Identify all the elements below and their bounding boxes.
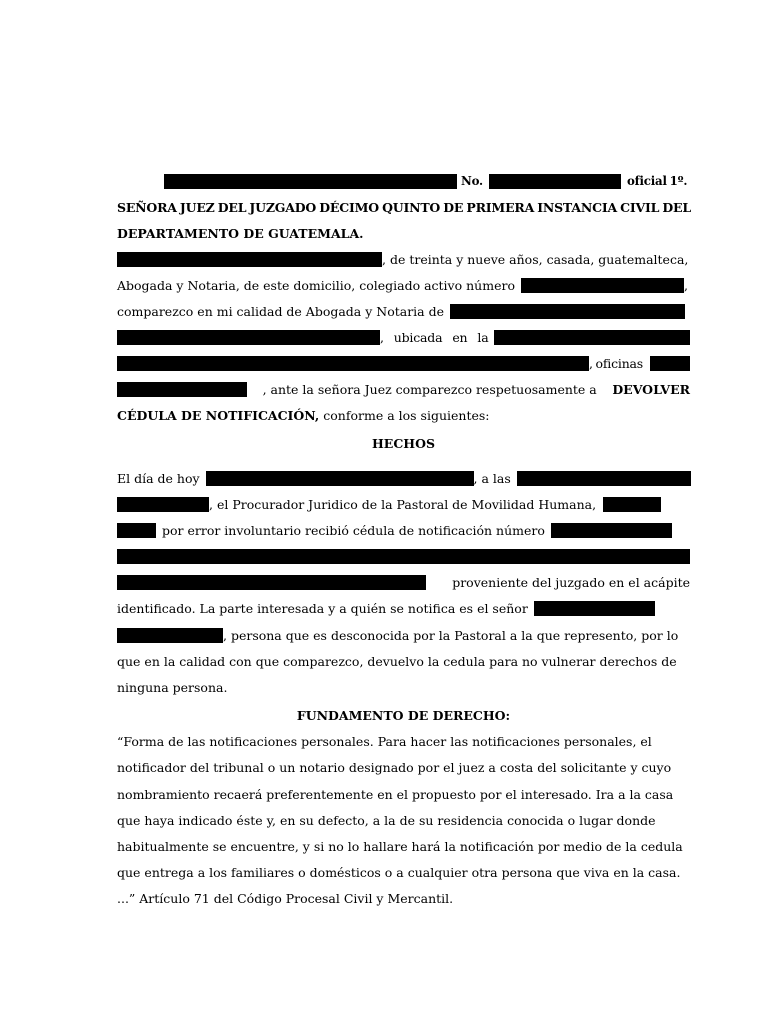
intro-line-3 (117, 301, 690, 321)
hechos-line-6 (117, 598, 690, 618)
addressee-line-2 (117, 223, 690, 243)
intro-line-6 (117, 379, 690, 399)
hechos-text: proveniente del juzgado en el acápite (452, 574, 690, 590)
intro-line-4 (117, 327, 690, 347)
hechos-line-7 (117, 625, 690, 645)
hechos-line-4 (117, 546, 690, 566)
redaction (650, 356, 690, 371)
addressee-text: SEÑORA JUEZ DEL JUZGADO DÉCIMO QUINTO DE PRIMERA INSTANCIA CIVIL DEL (117, 199, 691, 215)
fundamento-text: que entrega a los familiares o domésticos o a cualquier otra persona que viva en la casa. (117, 864, 681, 880)
intro-text: comparezco en mi calidad de Abogada y Notaria de (117, 303, 444, 319)
redaction (117, 356, 589, 371)
hechos-line-3 (117, 520, 690, 540)
redaction (603, 497, 661, 512)
intro-line-7 (117, 405, 690, 425)
intro-text: conforme a los siguientes: (323, 407, 490, 423)
intro-text: , de treinta y nueve años, casada, guatemalteca, (382, 251, 689, 267)
redaction (117, 382, 247, 397)
intro-line-1 (117, 249, 690, 269)
fundamento-text: ...” Artículo 71 del Código Procesal Civil y Mercantil. (117, 890, 454, 906)
devolver-text: DEVOLVER (612, 381, 690, 397)
hechos-text: identificado. La parte interesada y a quién se notifica es el señor (117, 600, 528, 616)
fundamento-line-4 (117, 810, 690, 830)
intro-text: la (477, 329, 489, 345)
redaction (117, 330, 380, 345)
intro-text: , ante la señora Juez comparezco respetuosamente a (262, 381, 597, 397)
hechos-text: ninguna persona. (117, 679, 228, 695)
hechos-line-1 (117, 468, 690, 488)
intro-text: , oficinas (589, 355, 644, 371)
hechos-line-5 (117, 572, 690, 592)
intro-text: en (452, 329, 468, 345)
redaction (489, 174, 621, 189)
redaction (117, 252, 382, 267)
hechos-line-8 (117, 651, 690, 671)
cedula-text: CÉDULA DE NOTIFICACIÓN, (117, 407, 320, 423)
fundamento-text: “Forma de las notificaciones personales. Para hacer las notificaciones personales, el (117, 733, 652, 749)
redaction (521, 278, 684, 293)
redaction (551, 523, 672, 538)
hechos-text: por error involuntario recibió cédula de notificación número (162, 522, 545, 538)
fundamento-line-6 (117, 862, 690, 882)
fundamento-text: notificador del tribunal o un notario designado por el juez a costa del solicitante y cuyo (117, 759, 672, 775)
redaction (117, 628, 223, 643)
fundamento-line-2 (117, 757, 690, 777)
hechos-line-2 (117, 494, 690, 514)
fundamento-text: habitualmente se encuentre, y si no lo hallare hará la notificación por medio de la cedula (117, 838, 683, 854)
intro-text: Abogada y Notaria, de este domicilio, colegiado activo número (117, 277, 515, 293)
addressee-text: DEPARTAMENTO DE GUATEMALA. (117, 225, 364, 241)
redaction (494, 330, 690, 345)
hechos-text: El día de hoy (117, 470, 200, 486)
fundamento-line-1 (117, 731, 690, 751)
hechos-text: , a las (473, 470, 511, 486)
redaction (117, 549, 690, 564)
hechos-text: que en la calidad con que comparezco, devuelvo la cedula para no vulnerar derechos de (117, 653, 677, 669)
hechos-text: , el Procurador Juridico de la Pastoral de Movilidad Humana, (209, 496, 597, 512)
intro-text: , (380, 329, 384, 345)
redaction (164, 174, 457, 189)
redaction (450, 304, 685, 319)
fundamento-title: FUNDAMENTO DE DERECHO: (296, 707, 511, 723)
redaction (517, 471, 691, 486)
redaction (117, 497, 209, 512)
fundamento-line-7 (117, 888, 690, 908)
intro-line-5 (117, 353, 690, 373)
fundamento-line-3 (117, 784, 690, 804)
hechos-title: HECHOS (371, 435, 435, 451)
hechos-line-9 (117, 677, 690, 697)
intro-text: , (683, 277, 688, 293)
header-line (164, 171, 690, 191)
fundamento-heading (117, 705, 690, 725)
hechos-text: , persona que es desconocida por la Pastoral a la que represento, por lo (223, 627, 679, 643)
addressee-line-1 (117, 197, 690, 217)
no-label: No. (461, 174, 483, 188)
intro-text: ubicada (393, 329, 443, 345)
redaction (117, 523, 156, 538)
fundamento-text: que haya indicado éste y, en su defecto, a la de su residencia conocida o lugar donde (117, 812, 656, 828)
redaction (206, 471, 474, 486)
oficial-label: oficial 1º. (626, 174, 688, 188)
redaction (117, 575, 426, 590)
hechos-heading (117, 433, 690, 453)
fundamento-line-5 (117, 836, 690, 856)
fundamento-text: nombramiento recaerá preferentemente en el propuesto por el interesado. Ira a la casa (117, 786, 674, 802)
intro-line-2 (117, 275, 690, 295)
redaction (534, 601, 655, 616)
